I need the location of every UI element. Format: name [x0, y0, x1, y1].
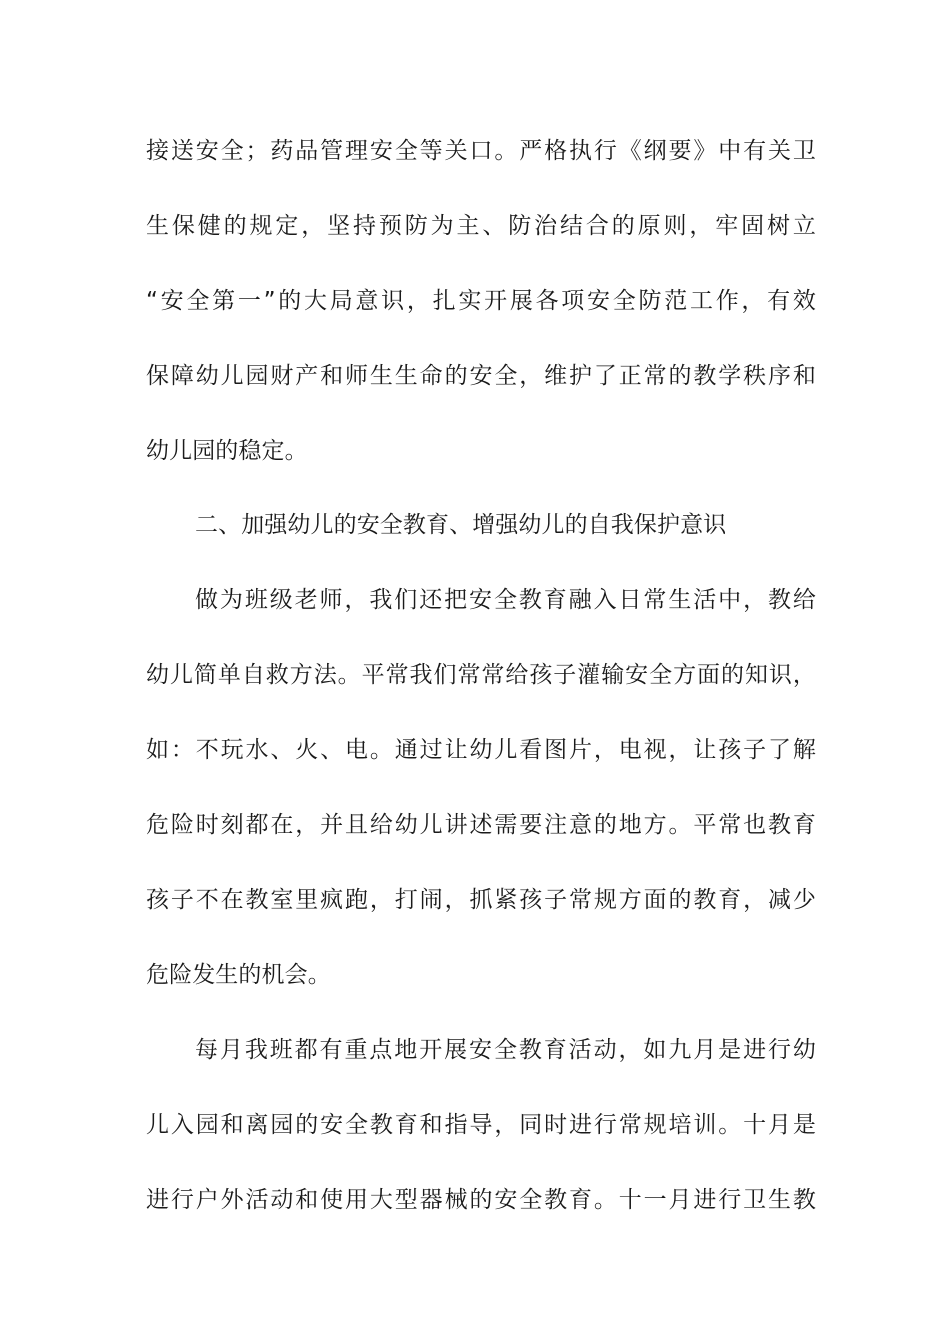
text-line: 做为班级老师，我们还把安全教育融入日常生活中，教给: [195, 587, 816, 613]
text-line: 进行户外活动和使用大型器械的安全教育。十一月进行卫生教: [146, 1187, 816, 1213]
text-line: 孩子不在教室里疯跑，打闹，抓紧孩子常规方面的教育，减少: [146, 887, 816, 913]
text-line: 儿入园和离园的安全教育和指导，同时进行常规培训。十月是: [146, 1112, 816, 1138]
text-line: 危险时刻都在，并且给幼儿讲述需要注意的地方。平常也教育: [146, 812, 816, 838]
text-line: 接送安全；药品管理安全等关口。严格执行《纲要》中有关卫: [146, 138, 816, 164]
text-line: “安全第一”的大局意识，扎实开展各项安全防范工作，有效: [146, 288, 816, 314]
text-line: 如：不玩水、火、电。通过让幼儿看图片，电视，让孩子了解: [146, 737, 816, 763]
text-line: 危险发生的机会。: [146, 962, 331, 988]
text-line: 生保健的规定，坚持预防为主、防治结合的原则，牢固树立: [146, 213, 816, 239]
text-line: 保障幼儿园财产和师生生命的安全，维护了正常的教学秩序和: [146, 363, 816, 389]
text-line: 幼儿简单自救方法。平常我们常常给孩子灌输安全方面的知识，: [146, 662, 816, 688]
section-heading: 二、加强幼儿的安全教育、增强幼儿的自我保护意识: [195, 512, 727, 538]
text-line: 幼儿园的稳定。: [146, 438, 308, 464]
text-line: 每月我班都有重点地开展安全教育活动，如九月是进行幼: [195, 1037, 816, 1063]
